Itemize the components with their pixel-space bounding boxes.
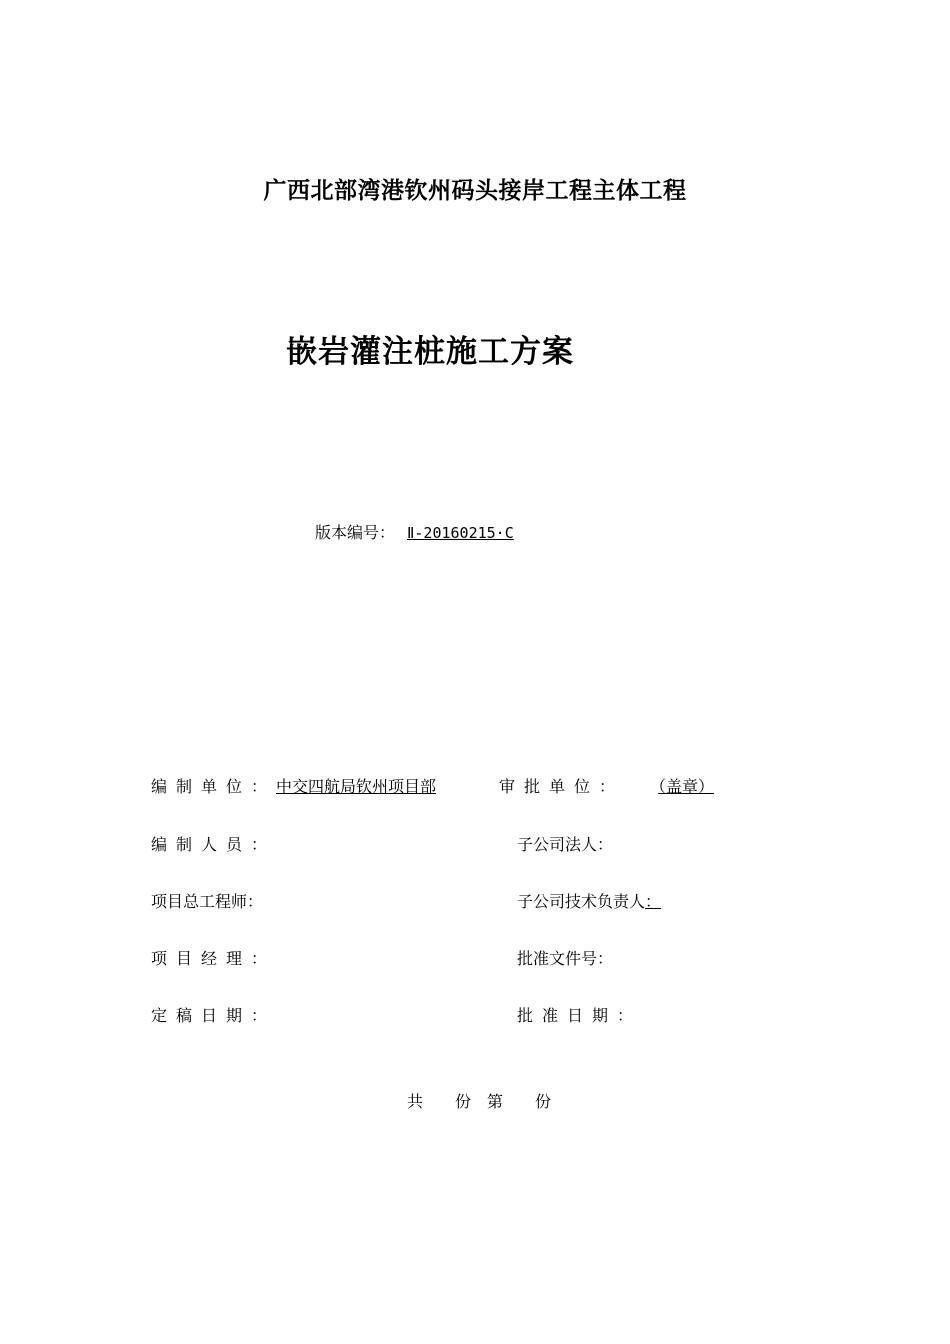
- compilers-field: [151, 834, 276, 856]
- copies-fen-second: 份: [535, 1092, 552, 1111]
- subsidiary-legal-label: 子公司法人：: [517, 835, 614, 854]
- finalized-date-field: [151, 1005, 276, 1027]
- approval-unit-field: [499, 776, 720, 798]
- version-value: Ⅱ-20160215·C: [407, 524, 514, 542]
- approval-date-label: 批准日期：: [517, 1006, 643, 1025]
- subsidiary-tech-field: [517, 891, 673, 913]
- version-row: [315, 520, 528, 543]
- compiling-unit-label: 编制单位：: [151, 777, 277, 796]
- project-title: 广西北部湾港钦州码头接岸工程主体工程: [263, 178, 687, 204]
- approval-date-field: [517, 1005, 642, 1027]
- subsidiary-tech-colon: ：: [645, 892, 662, 911]
- project-manager-label: 项目经理：: [151, 949, 277, 968]
- copies-total: 共: [407, 1092, 424, 1111]
- finalized-date-label: 定稿日期：: [151, 1006, 277, 1025]
- compiling-unit-field: [151, 776, 436, 798]
- approval-doc-label: 批准文件号：: [517, 949, 614, 968]
- project-manager-field: [151, 948, 276, 970]
- approval-unit-stamp: （盖章）: [658, 777, 715, 796]
- copies-line: [407, 1089, 551, 1112]
- chief-engineer-field: [151, 891, 263, 913]
- subsidiary-tech-label: 子公司技术负责人: [517, 892, 646, 911]
- approval-unit-label: 审批单位：: [499, 777, 625, 796]
- compilers-label: 编制人员：: [151, 835, 277, 854]
- chief-engineer-label: 项目总工程师：: [151, 892, 264, 911]
- compiling-unit-value: 中交四航局钦州项目部: [276, 777, 437, 796]
- version-label: 版本编号：: [315, 523, 396, 542]
- copies-di: 第: [487, 1092, 504, 1111]
- approval-doc-field: [517, 948, 613, 970]
- copies-fen: 份: [455, 1092, 472, 1111]
- subsidiary-legal-field: [517, 834, 613, 856]
- document-title: 嵌岩灌注桩施工方案: [286, 334, 574, 370]
